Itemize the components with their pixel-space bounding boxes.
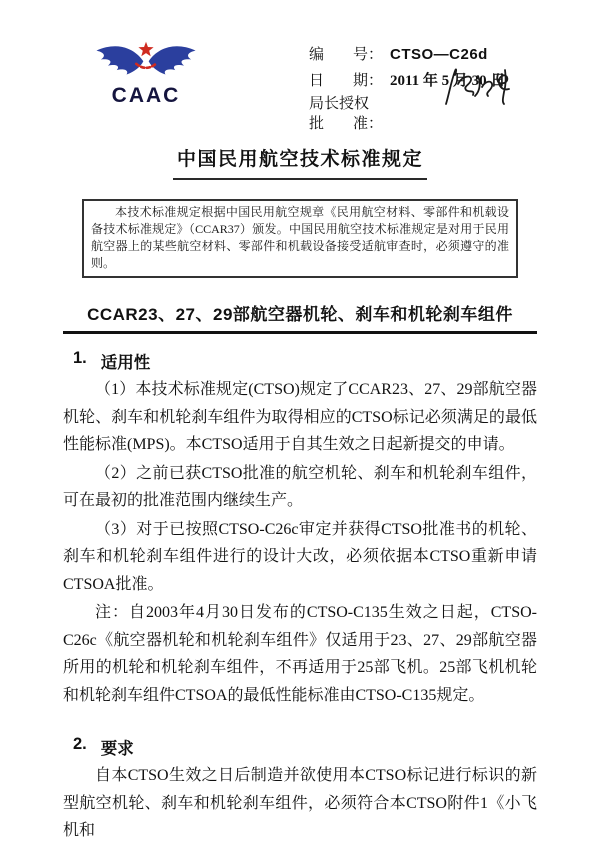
caac-wings-icon	[87, 40, 205, 86]
caac-logo-text: CAAC	[111, 84, 181, 107]
section-1-paragraph-3: （3）对于已按照CTSO-C26c审定并获得CTSO批准书的机轮、刹车和机轮刹车组件进行的设计大改，必须依据本CTSO重新申请CTSOA批准。	[63, 520, 537, 593]
notice-box: 本技术标准规定根据中国民用航空规章《民用航空材料、零部件和机载设备技术标准规定》（CCAR37）颁发。中国民用航空技术标准规定是对用于民用航空器上的某些航空材料、零部件和机载设备接受适航审查时，必须遵守的准则。	[82, 199, 518, 278]
section-2-heading	[73, 735, 537, 759]
subject-heading: CCAR23、27、29部航空器机轮、刹车和机轮刹车组件	[63, 300, 537, 334]
section-2-number: 2.	[73, 735, 87, 753]
section-1-paragraph-1: （1）本技术标准规定(CTSO)规定了CCAR23、27、29部航空器机轮、刹车和机轮刹车组件为取得相应的CTSO标记必须满足的最低性能标准(MPS)。本CTSO适用于自其生效之日起新提交的申请。	[63, 381, 537, 453]
document-header	[87, 40, 537, 132]
caac-logo	[87, 40, 205, 106]
authorization-label: 局长授权	[309, 96, 370, 112]
section-1-number: 1.	[73, 349, 87, 367]
header-fields	[309, 40, 537, 135]
doc-number-value: CTSO—C26d	[390, 46, 488, 63]
doc-date-value: 2011 年 5 月 30 日	[390, 73, 506, 89]
section-2-paragraph-1: 自本CTSO生效之日后制造并欲使用本CTSO标记进行标识的新型航空机轮、刹车和机轮刹车组件，必须符合本CTSO附件1《小飞机和	[63, 767, 537, 839]
doc-number-label: 编 号：	[309, 47, 383, 63]
left-wing-shape	[96, 46, 143, 74]
doc-date-label: 日 期：	[309, 73, 383, 89]
approval-label: 批 准：	[309, 116, 383, 132]
section-1-heading	[73, 349, 537, 373]
section-1-title: 适用性	[100, 354, 151, 372]
page-title: 中国民用航空技术标准规定	[173, 144, 427, 180]
doc-number-row	[309, 43, 537, 64]
right-wing-shape	[149, 46, 196, 74]
wreath-arc	[136, 64, 155, 68]
section-1-note: 注：自2003年4月30日发布的CTSO-C135生效之日起，CTSO-C26c《航空器机轮和机轮刹车组件》仅适用于23、27、29部航空器所用的机轮和机轮刹车组件，不再适用于25部飞机。25部飞机机轮和机轮刹车组件CTSOA的最低性能标准由CTSO-C135规定。	[63, 604, 537, 704]
section-2-title: 要求	[100, 740, 134, 758]
title-block	[63, 144, 537, 180]
section-1-paragraph-2: （2）之前已获CTSO批准的航空机轮、刹车和机轮刹车组件，可在最初的批准范围内继续生产。	[63, 464, 537, 509]
star-icon	[138, 42, 153, 56]
approval-row	[309, 115, 537, 133]
approval-signature	[441, 66, 529, 108]
